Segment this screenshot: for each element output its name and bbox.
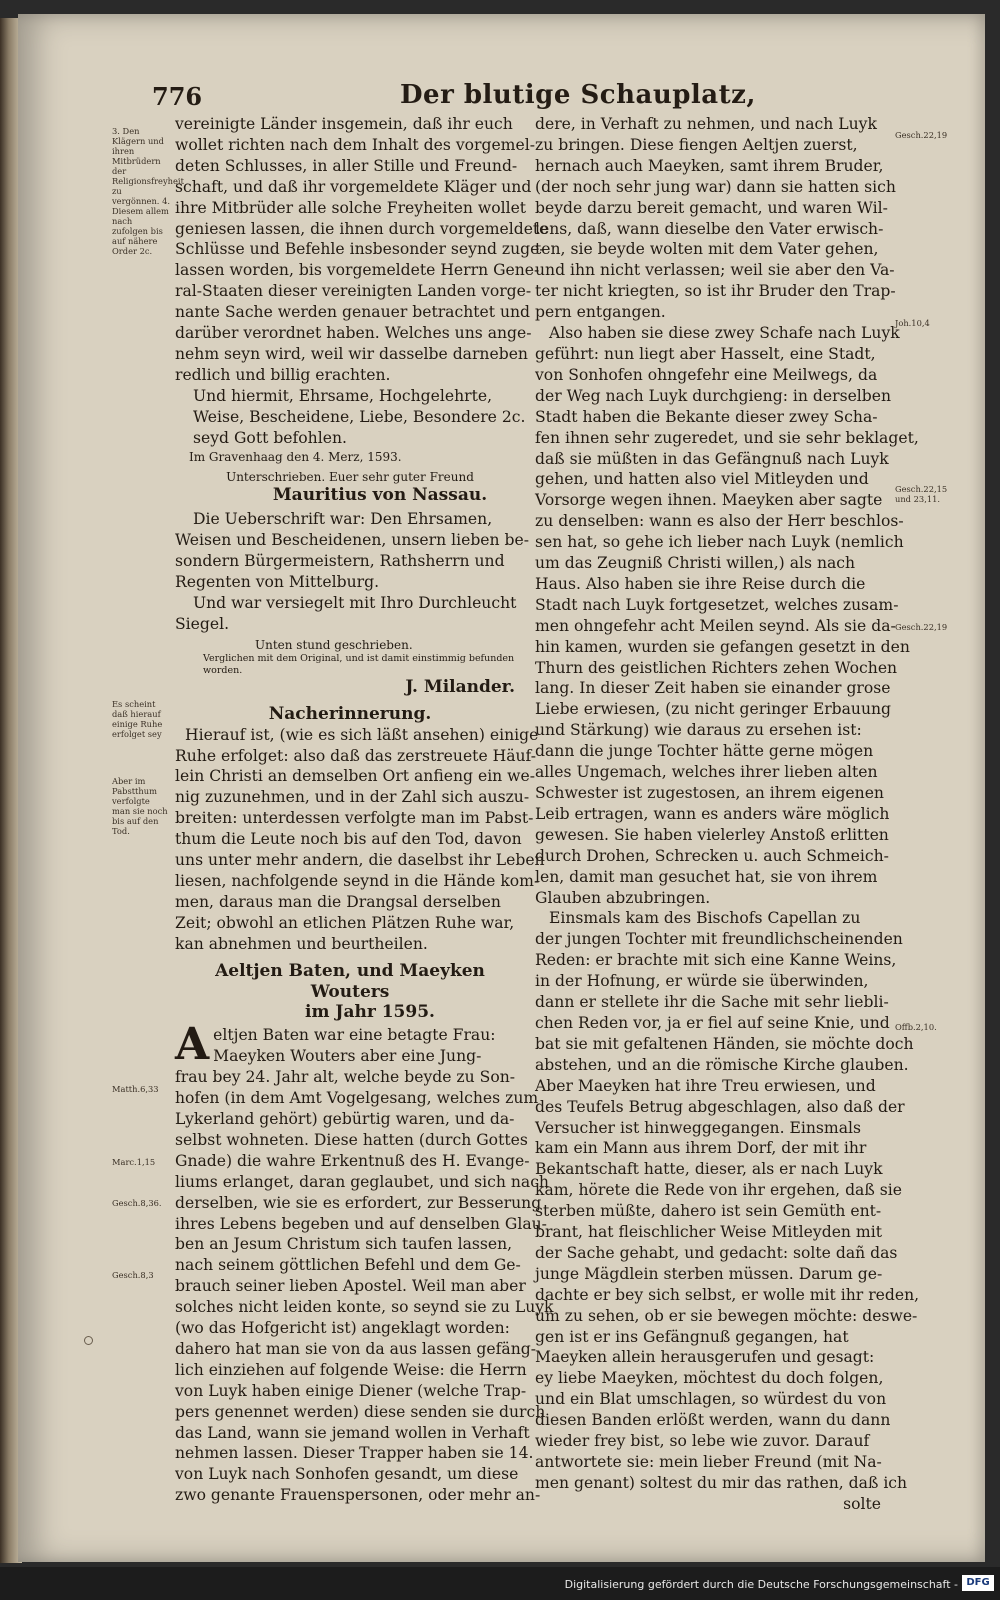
- margin-note: Marc.1,15: [112, 1157, 156, 1167]
- text-line: antwortete sie: mein lieber Freund (mit Na-: [535, 1453, 882, 1471]
- margin-note: Matth.6,33: [112, 1084, 159, 1094]
- text-line: Versucher ist hinweggegangen. Einsmals: [535, 1118, 862, 1137]
- text-line: lang. In dieser Zeit haben sie einander grose: [535, 679, 891, 698]
- text-line: Maeyken Wouters aber eine Jung-: [213, 1047, 482, 1066]
- text-line: Stadt nach Luyk fortgesetzet, welches zusam-: [535, 595, 899, 614]
- text-line: darüber verordnet haben. Welches uns ange-: [175, 324, 532, 343]
- clerk-signature: J. Milander.: [405, 676, 515, 697]
- text-line: pers genennet werden) diese senden sie durch: [175, 1402, 546, 1421]
- text-line: nach seinem göttlichen Befehl und dem Ge-: [175, 1256, 521, 1275]
- text-line: lens, daß, wann dieselbe den Vater erwisch-: [535, 219, 884, 238]
- text-line: Also haben sie diese zwey Schafe nach Luyk: [549, 324, 900, 343]
- text-line: vereinigte Länder insgemein, daß ihr euch: [175, 115, 513, 133]
- text-line: len, damit man gesuchet hat, sie von ihrem: [535, 867, 878, 886]
- text-line: dere, in Verhaft zu nehmen, und nach Luyk: [535, 115, 877, 133]
- text-line: ben an Jesum Christum sich taufen lassen,: [175, 1235, 513, 1254]
- compared-note: Verglichen mit dem Original, und ist damit einstimmig befunden worden.: [203, 652, 515, 676]
- martyr-paragraph: [175, 1067, 554, 1506]
- martyr-heading-year: im Jahr 1595.: [305, 1002, 435, 1023]
- text-line: Vorsorge wegen ihnen. Maeyken aber sagte: [535, 491, 883, 510]
- text-line: von Luyk haben einige Diener (welche Trap-: [175, 1381, 527, 1400]
- text-line: eltjen Baten war eine betagte Frau:: [213, 1026, 496, 1045]
- text-line: daß sie müßten in das Gefängnuß nach Luyk: [535, 449, 889, 468]
- text-line: Lykerland gehört) gebürtig waren, und da-: [175, 1109, 515, 1128]
- text-line: chen Reden vor, ja er fiel auf seine Knie, und: [535, 1013, 890, 1032]
- text-line: des Teufels Betrug abgeschlagen, also daß der: [535, 1097, 905, 1116]
- text-line: gehen, und hatten also viel Mitleyden und: [535, 470, 869, 489]
- text-line: hernach auch Maeyken, samt ihrem Bruder,: [535, 156, 884, 175]
- martyr-paragraph-opening: [175, 1019, 525, 1071]
- text-line: ter nicht kriegten, so ist ihr Bruder den Trap-: [535, 282, 896, 301]
- text-line: Reden: er brachte mit sich eine Kanne Weins,: [535, 951, 897, 970]
- text-line: nehmen lassen. Dieser Trapper haben sie 14.: [175, 1444, 534, 1463]
- text-line: wieder frey bist, so lebe wie zuvor. Darauf: [535, 1432, 870, 1451]
- text-line: Und hiermit, Ehrsame, Hochgelehrte,: [193, 386, 493, 405]
- text-line: lich einziehen auf folgende Weise: die Herrn: [175, 1360, 527, 1379]
- text-line: gewesen. Sie haben vielerley Anstoß erlitten: [535, 825, 889, 844]
- text-line: um das Zeugniß Christi willen,) als nach: [535, 554, 856, 573]
- text-line: kan abnehmen und beurtheilen.: [175, 934, 428, 953]
- margin-note: Gesch.22,15 und 23,11.: [895, 484, 948, 504]
- text-line: Und war versiegelt mit Ihro Durchleucht: [193, 594, 517, 613]
- text-line: und Stärkung) wie daraus zu ersehen ist:: [535, 721, 862, 740]
- text-line: schaft, und daß ihr vorgemeldete Kläger und: [175, 177, 532, 196]
- text-line: von Sonhofen ohngefehr eine Meilwegs, da: [535, 365, 878, 384]
- text-line: lein Christi an demselben Ort anfieng ein we-: [175, 767, 536, 786]
- text-line: Weise, Bescheidene, Liebe, Besondere 2c.: [193, 407, 526, 426]
- text-line: ral-Staaten dieser vereinigten Landen vorge-: [175, 282, 532, 301]
- text-line: der jungen Tochter mit freundlichscheinenden: [535, 930, 903, 949]
- page-number: 776: [152, 82, 203, 111]
- text-line: sterben müßte, dahero ist sein Gemüth ent-: [535, 1202, 882, 1221]
- text-line: ten, sie beyde wolten mit dem Vater gehen,: [535, 240, 879, 259]
- text-line: Bekantschaft hatte, dieser, als er nach Luyk: [535, 1160, 883, 1179]
- signer-name: Mauritius von Nassau.: [272, 484, 488, 505]
- journey-paragraph: [535, 323, 919, 908]
- text-line: ihres Lebens begeben und auf denselben Glau-: [175, 1214, 547, 1233]
- text-line: Thurn des geistlichen Richters zehen Wochen: [535, 658, 898, 677]
- text-line: Regenten von Mittelburg.: [175, 573, 380, 592]
- text-line: deten Schlusses, in aller Stille und Freund-: [175, 156, 518, 175]
- text-line: Ruhe erfolget: also daß das zerstreuete Häuf-: [175, 746, 537, 765]
- text-line: fen ihnen sehr zugeredet, und sie sehr beklaget,: [535, 428, 919, 447]
- martyr-heading: Aeltjen Baten, und Maeyken Wouters: [215, 960, 485, 1002]
- text-line: breiten: unterdessen verfolgte man im Pabst-: [175, 809, 534, 828]
- superscription-paragraph: [175, 509, 525, 530]
- drop-cap: A: [175, 1019, 210, 1071]
- text-line: Die Ueberschrift war: Den Ehrsamen,: [193, 510, 493, 529]
- superscription-continued: [175, 530, 530, 635]
- afterword-continued: [175, 746, 545, 955]
- text-line: brant, hat fleischlicher Weise Mitleyden mit: [535, 1223, 882, 1242]
- text-line: um zu sehen, ob er sie bewegen möchte: deswe-: [535, 1306, 918, 1325]
- margin-note: Joh.10,4: [895, 318, 930, 328]
- text-line: bat sie mit gefaltenen Händen, sie möchte doch: [535, 1034, 914, 1053]
- text-line: nante Sache werden genauer betrachtet und: [175, 303, 531, 322]
- text-line: und ihn nicht verlassen; weil sie aber den Va-: [535, 261, 895, 280]
- text-line: in der Hofnung, er würde sie überwinden,: [535, 972, 869, 991]
- text-line: durch Drohen, Schrecken u. auch Schmeich-: [535, 846, 889, 865]
- text-line: (wo das Hofgericht ist) angeklagt worden:: [175, 1319, 510, 1338]
- text-line: sondern Bürgermeistern, Rathsherrn und: [175, 552, 505, 571]
- funding-notice: Digitalisierung gefördert durch die Deutsche Forschungsgemeinschaft -: [564, 1578, 958, 1591]
- text-line: kam, hörete die Rede von ihr ergehen, daß sie: [535, 1181, 902, 1200]
- text-line: der Weg nach Luyk durchgieng: in derselben: [535, 386, 892, 405]
- text-line: diesen Banden erlößt werden, wann du dann: [535, 1411, 891, 1430]
- text-line: redlich und billig erachten.: [175, 365, 391, 384]
- text-line: nig zuzunehmen, und in der Zahl sich auszu-: [175, 788, 530, 807]
- text-line: sen hat, so gehe ich lieber nach Luyk (nemlich: [535, 533, 904, 552]
- text-line: das Land, wann sie jemand wollen in Verhaft: [175, 1423, 530, 1442]
- text-line: brauch seiner lieben Apostel. Weil man aber: [175, 1277, 526, 1296]
- text-line: dann er stellete ihr die Sache mit sehr liebli-: [535, 993, 889, 1012]
- text-line: liesen, nachfolgende seynd in die Hände kom-: [175, 872, 540, 890]
- dfg-logo[interactable]: DFG: [962, 1575, 994, 1591]
- text-line: solches nicht leiden konte, so seynd sie zu Luyk: [175, 1298, 554, 1317]
- text-line: Hierauf ist, (wie es sich läßt ansehen) einige: [185, 725, 539, 744]
- text-line: Maeyken allein herausgerufen und gesagt:: [535, 1348, 875, 1367]
- margin-note: 3. Den Klägern und ihren Mitbrüdern der Religionsfreyheit zu vergönnen. 4. Diesem allem nach zufolgen bis auf nähere Order 2c.: [112, 126, 184, 256]
- text-line: ihre Mitbrüder alle solche Freyheiten wollet: [175, 198, 527, 217]
- text-line: Gnade) die wahre Erkentnuß des H. Evange-: [175, 1151, 530, 1170]
- signed-line: Unterschrieben. Euer sehr guter Freund: [226, 469, 474, 484]
- text-line: geführt: nun liegt aber Hasselt, eine Stadt,: [535, 344, 876, 363]
- text-line: alles Ungemach, welches ihrer lieben alten: [535, 763, 878, 782]
- text-line: und ein Blat umschlagen, so würdest du von: [535, 1390, 887, 1409]
- text-line: der Sache gehabt, und gedacht: solte dañ das: [535, 1243, 898, 1262]
- text-line: men genant) soltest du mir das rathen, daß ich: [535, 1473, 908, 1492]
- text-line: Siegel.: [175, 614, 230, 633]
- margin-note: Gesch.22,19: [895, 130, 948, 140]
- text-line: selbst wohneten. Diese hatten (durch Gottes: [175, 1130, 528, 1149]
- text-line: men, daraus man die Drangsal derselben: [175, 892, 501, 911]
- text-line: men ohngefehr acht Meilen seynd. Als sie da-: [535, 616, 896, 635]
- text-line: zu bringen. Diese fiengen Aeltjen zuerst,: [535, 135, 858, 154]
- text-line: ey liebe Maeyken, möchtest du doch folgen,: [535, 1369, 884, 1388]
- afterword-paragraph: [175, 725, 539, 746]
- text-line: geniesen lassen, die ihnen durch vorgemeldete: [175, 219, 549, 238]
- text-line: lassen worden, bis vorgemeldete Herrn Gene-: [175, 261, 540, 280]
- margin-note: Gesch.8,3: [112, 1270, 154, 1280]
- text-line: thum die Leute noch bis auf den Tod, davon: [175, 830, 522, 849]
- margin-note: Aber im Pabstthum verfolgte man sie noch bis auf den Tod.: [112, 776, 168, 836]
- text-line: nehm seyn wird, weil wir dasselbe darneben: [175, 344, 528, 363]
- text-line: liums erlanget, daran geglaubet, und sich nach: [175, 1172, 549, 1191]
- text-line: Aber Maeyken hat ihre Treu erwiesen, und: [535, 1076, 876, 1095]
- margin-note: Gesch.8,36.: [112, 1198, 162, 1208]
- text-line: Schlüsse und Befehle insbesonder seynd zuge-: [175, 240, 545, 259]
- text-line: zu denselben: wann es also der Herr beschlos-: [535, 512, 904, 531]
- running-title: Der blutige Schauplatz,: [400, 80, 756, 110]
- text-line: Einsmals kam des Bischofs Capellan zu: [549, 909, 861, 928]
- margin-note: Es scheint daß hierauf einige Ruhe erfolget sey: [112, 699, 163, 739]
- text-line: (der noch sehr jung war) dann sie hatten sich: [535, 177, 896, 196]
- text-line: hin kamen, wurden sie gefangen gesetzt in den: [535, 637, 910, 656]
- punch-ring: [84, 1336, 93, 1345]
- margin-note: Offb.2,10.: [895, 1022, 937, 1032]
- text-line: seyd Gott befohlen.: [193, 428, 347, 447]
- text-line: beyde darzu bereit gemacht, und waren Wil-: [535, 198, 888, 217]
- margin-note: Gesch.22,19: [895, 622, 948, 632]
- text-line: Weisen und Bescheidenen, unsern lieben be-: [175, 531, 530, 550]
- text-line: Zeit; obwohl an etlichen Plätzen Ruhe war,: [175, 913, 515, 932]
- text-line: gen ist er ins Gefängnuß gegangen, hat: [535, 1327, 849, 1346]
- text-line: von Luyk nach Sonhofen gesandt, um diese: [175, 1465, 519, 1484]
- dateline: Im Gravenhaag den 4. Merz, 1593.: [189, 449, 402, 464]
- text-line: dachte er bey sich selbst, er wolle mit ihr reden,: [535, 1285, 920, 1304]
- text-line: abstehen, und an die römische Kirche glauben.: [535, 1055, 909, 1074]
- text-line: Stadt haben die Bekante dieser zwey Scha-: [535, 407, 878, 426]
- afterword-heading: Nacherinnerung.: [268, 703, 432, 724]
- text-line: kam ein Mann aus ihrem Dorf, der mit ihr: [535, 1139, 867, 1158]
- text-line: derselben, wie sie es erfordert, zur Besserung: [175, 1193, 542, 1212]
- text-line: uns unter mehr andern, die daselbst ihr Leben: [175, 851, 545, 870]
- text-line: Haus. Also haben sie ihre Reise durch die: [535, 574, 866, 593]
- text-line: wollet richten nach dem Inhalt des vorgemel-: [175, 135, 535, 154]
- letter-closing-paragraph: [175, 114, 549, 386]
- below-written: Unten stund geschrieben.: [255, 637, 413, 652]
- text-line: pern entgangen.: [535, 303, 666, 322]
- text-line: frau bey 24. Jahr alt, welche beyde zu Son-: [175, 1068, 516, 1087]
- text-line: Leib ertragen, wann es anders wäre möglich: [535, 804, 890, 823]
- text-line: dann die junge Tochter hätte gerne mögen: [535, 742, 874, 761]
- arrest-paragraph: [535, 114, 896, 323]
- salutation-paragraph: [175, 386, 525, 449]
- text-line: Liebe erwiesen, (zu nicht geringer Erbauung: [535, 700, 892, 719]
- text-line: Glauben abzubringen.: [535, 888, 711, 907]
- left-text-column: [175, 114, 554, 1506]
- text-line: junge Mägdlein sterben müssen. Darum ge-: [535, 1264, 883, 1283]
- catchword: solte: [843, 1494, 881, 1513]
- text-line: zwo genante Frauenspersonen, oder mehr an-: [175, 1486, 541, 1505]
- text-line: Schwester ist zugestosen, an ihrem eigenen: [535, 784, 884, 802]
- text-line: hofen (in dem Amt Vogelgesang, welches zum: [175, 1089, 539, 1108]
- text-line: dahero hat man sie von da aus lassen gefäng-: [175, 1339, 536, 1358]
